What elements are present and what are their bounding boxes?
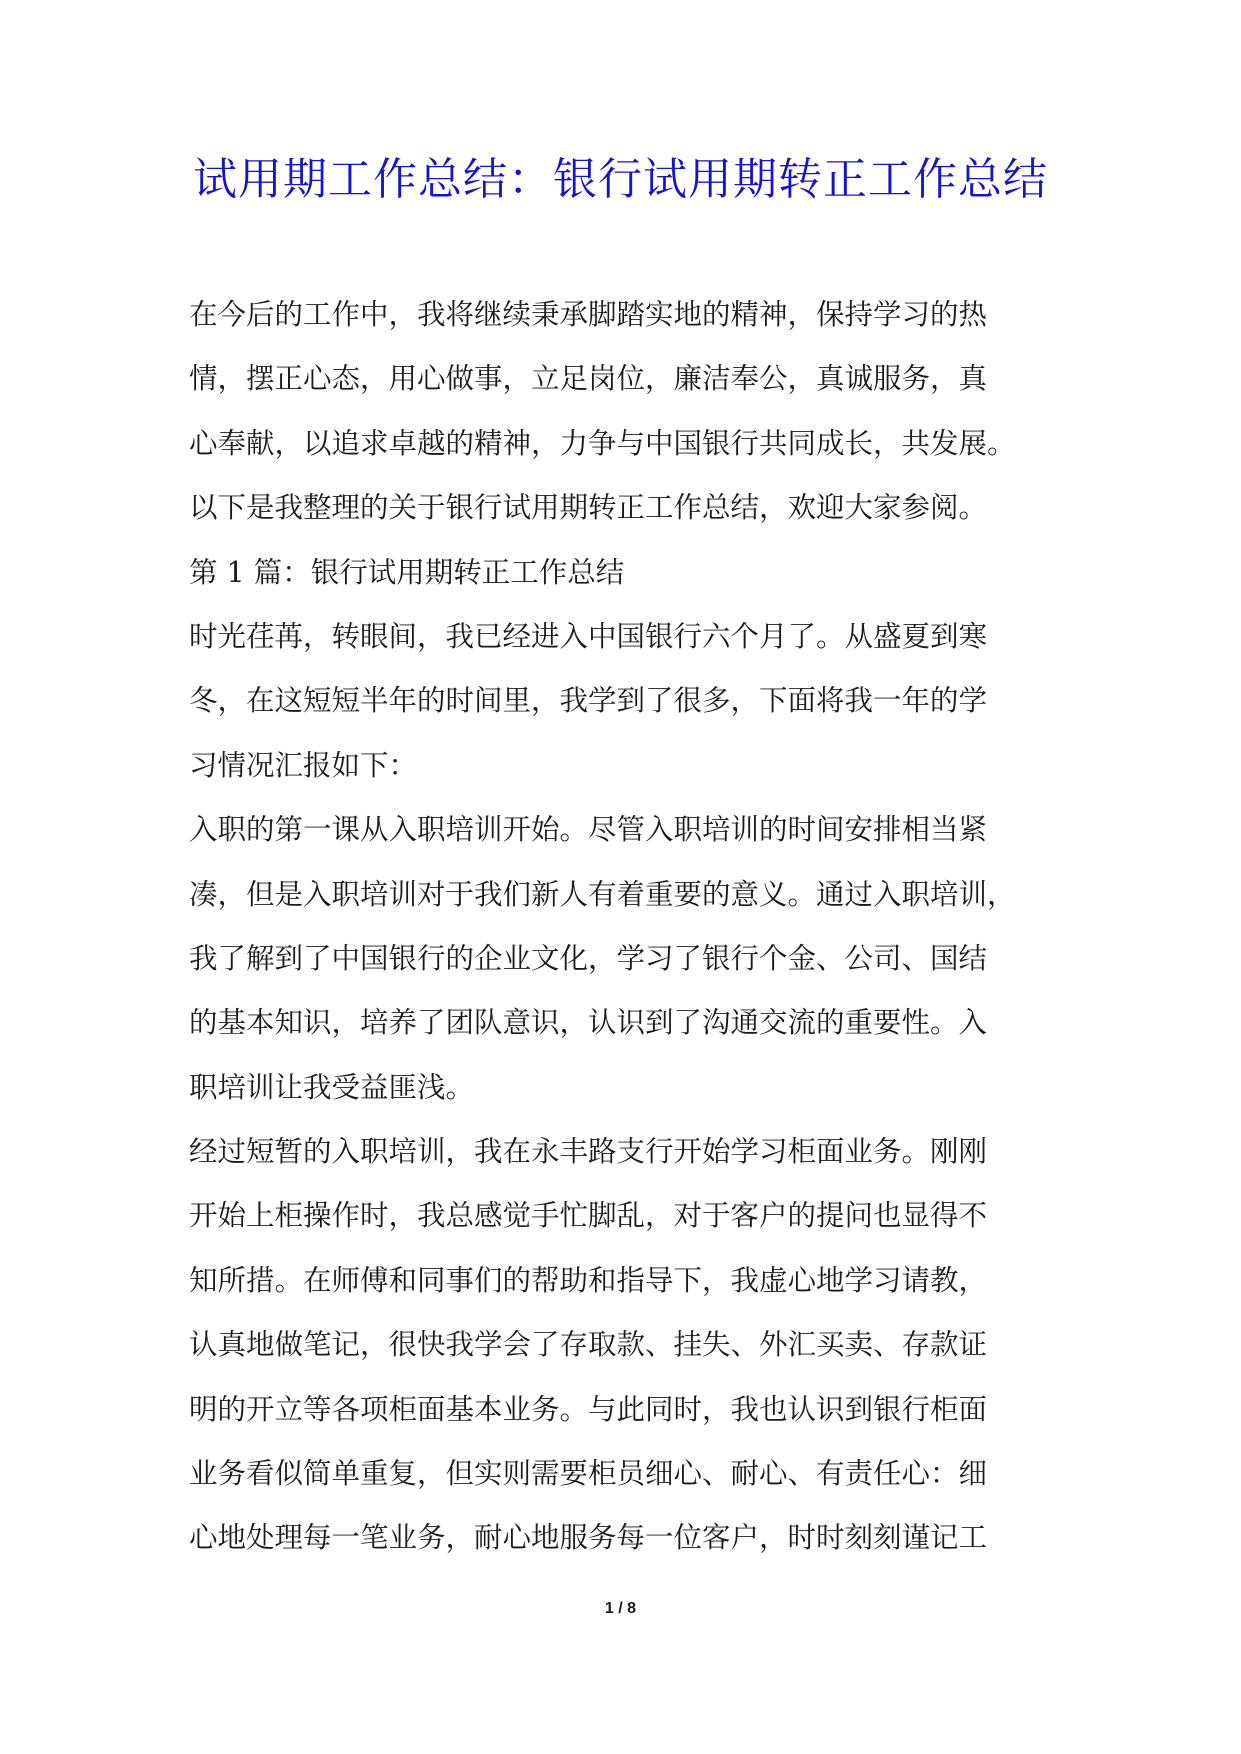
body-line: 认真地做笔记，很快我学会了存取款、挂失、外汇买卖、存款证 xyxy=(189,1328,988,1362)
page-indicator: 1 / 8 xyxy=(604,1600,637,1617)
body-line: 经过短暂的入职培训，我在永丰路支行开始学习柜面业务。刚刚 xyxy=(189,1135,988,1169)
section-heading: 第 1 篇：银行试用期转正工作总结 xyxy=(189,555,625,589)
body-line: 开始上柜操作时，我总感觉手忙脚乱，对于客户的提问也显得不 xyxy=(189,1199,988,1233)
body-line: 在今后的工作中，我将继续秉承脚踏实地的精神，保持学习的热 xyxy=(189,298,988,331)
body-line: 凑，但是入职培训对于我们新人有着重要的意义。通过入职培训， xyxy=(189,877,1016,911)
body-line: 入职的第一课从入职培训开始。尽管入职培训的时间安排相当紧 xyxy=(189,813,988,847)
body-line: 习情况汇报如下： xyxy=(189,748,418,782)
body-line: 明的开立等各项柜面基本业务。与此同时，我也认识到银行柜面 xyxy=(189,1392,988,1426)
body-line: 冬，在这短短半年的时间里，我学到了很多，下面将我一年的学 xyxy=(189,684,988,718)
body-line: 以下是我整理的关于银行试用期转正工作总结，欢迎大家参阅。 xyxy=(189,491,988,525)
document-title: 试用期工作总结：银行试用期转正工作总结 xyxy=(193,154,1048,205)
body-line: 知所措。在师傅和同事们的帮助和指导下，我虚心地学习请教， xyxy=(189,1263,988,1297)
body-line: 情，摆正心态，用心做事，立足岗位，廉洁奉公，真诚服务，真 xyxy=(189,362,988,396)
body-line: 我了解到了中国银行的企业文化，学习了银行个金、公司、国结 xyxy=(189,941,988,975)
body-line: 的基本知识，培养了团队意识，认识到了沟通交流的重要性。入 xyxy=(189,1006,988,1040)
body-line: 职培训让我受益匪浅。 xyxy=(189,1070,475,1104)
body-line: 业务看似简单重复，但实则需要柜员细心、耐心、有责任心：细 xyxy=(189,1457,988,1491)
body-line: 心奉献，以追求卓越的精神，力争与中国银行共同成长，共发展。 xyxy=(189,426,1016,460)
document-body xyxy=(189,283,1069,1571)
body-line: 时光荏苒，转眼间，我已经进入中国银行六个月了。从盛夏到寒 xyxy=(189,619,988,653)
body-line: 心地处理每一笔业务，耐心地服务每一位客户，时时刻刻谨记工 xyxy=(189,1521,988,1555)
